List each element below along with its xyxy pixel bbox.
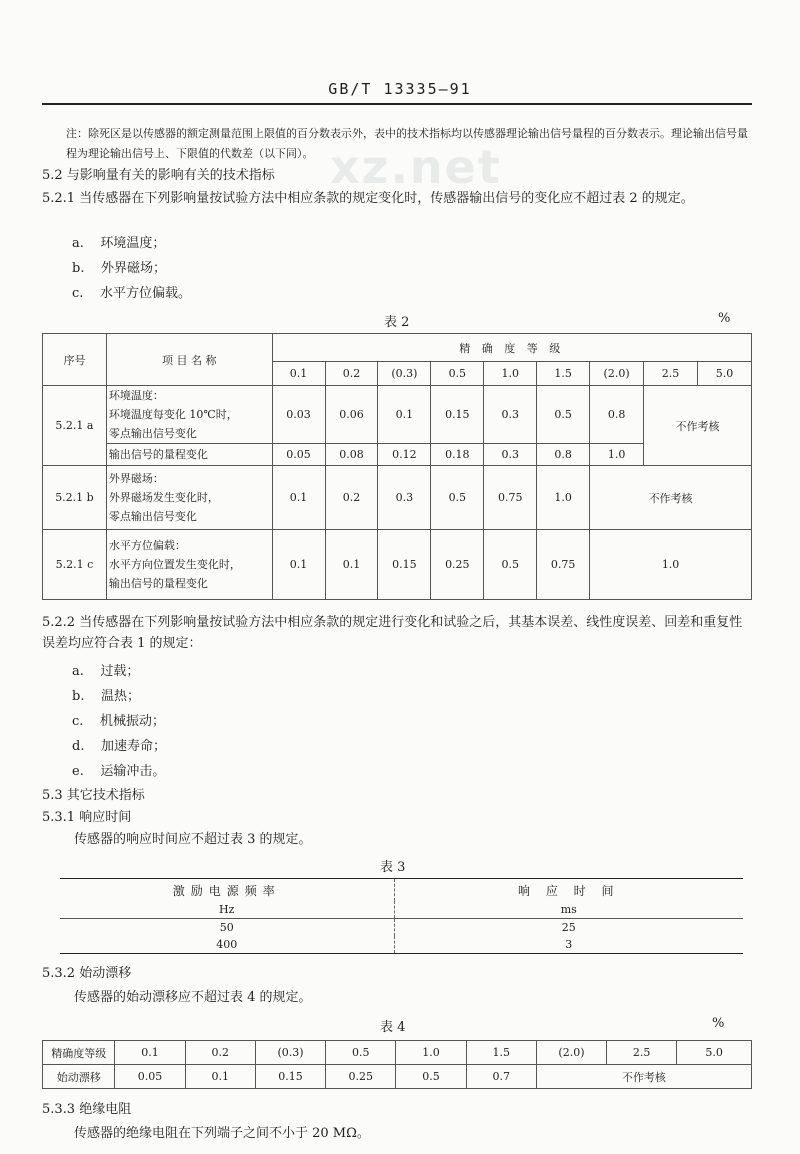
table-row — [43, 1041, 752, 1065]
cell-value: 0.5 — [537, 386, 590, 444]
section-5-3-3-heading: 5.3.3 绝缘电阻 — [42, 1102, 132, 1117]
list-item — [72, 737, 166, 757]
table-row — [60, 919, 743, 937]
class-header: 2.5 — [644, 362, 698, 386]
list-text: 机械振动； — [99, 714, 165, 729]
row-item-line: 外界磁场： — [108, 472, 164, 485]
cell-value: 0.15 — [431, 386, 484, 444]
list-item — [72, 712, 165, 732]
cell-value: 0.3 — [484, 386, 537, 444]
class-header: (2.0) — [536, 1041, 606, 1065]
section-5-3-heading: 5.3 其它技术指标 — [42, 788, 145, 803]
class-header: (0.3) — [255, 1041, 325, 1065]
cell-response-time: 3 — [565, 938, 573, 951]
table3 — [60, 878, 743, 954]
list-item — [72, 687, 140, 707]
row-item — [106, 530, 272, 600]
row-item — [106, 466, 272, 530]
section-5-2-2-text: 5.2.2 当传感器在下列影响量按试验方法中相应条款的规定进行变化和试验之后，其基本误差、线性度误差、回差和重复性误差均应符合表 1 的规定： — [42, 615, 743, 651]
class-header: 1.0 — [484, 362, 537, 386]
section-5-2-1-text: 5.2.1 当传感器在下列影响量按试验方法中相应条款的规定变化时，传感器输出信号的变化应不超过表 2 的规定。 — [42, 191, 694, 206]
cell-value: 0.1 — [272, 466, 325, 530]
class-header: 0.2 — [325, 362, 378, 386]
list-mark: e. — [72, 764, 84, 779]
class-header: 0.2 — [185, 1041, 255, 1065]
list-mark: c. — [72, 286, 84, 301]
row-item — [106, 386, 272, 444]
row-item-line: 零点输出信号变化 — [108, 510, 197, 523]
table4-caption: 表 4 — [380, 1020, 406, 1035]
class-header: (0.3) — [378, 362, 431, 386]
col-header-frequency: 激励电源频率 — [60, 879, 394, 902]
cell-value: 0.05 — [115, 1065, 185, 1089]
class-header: (2.0) — [590, 362, 644, 386]
table4-unit: % — [712, 1016, 725, 1031]
cell-value: 0.25 — [431, 530, 484, 600]
cell-value: 0.8 — [590, 386, 644, 444]
list-text: 运输冲击。 — [100, 764, 166, 779]
cell-value: 0.15 — [378, 530, 431, 600]
class-header: 0.1 — [272, 362, 325, 386]
table-row — [43, 466, 752, 530]
cell-value: 0.03 — [272, 386, 325, 444]
cell-value: 0.12 — [378, 444, 431, 466]
table4 — [42, 1040, 752, 1089]
col-header-item: 项 目 名 称 — [106, 334, 272, 386]
row-item-line: 输出信号的量程变化 — [106, 444, 272, 466]
list-mark: a. — [72, 236, 84, 251]
cell-value: 1.0 — [537, 466, 590, 530]
cell-value: 0.2 — [325, 466, 378, 530]
cell-value: 0.15 — [255, 1065, 325, 1089]
table2-unit: % — [718, 311, 731, 326]
cell-value: 0.3 — [484, 444, 537, 466]
list-mark: a. — [72, 664, 84, 679]
cell-value: 0.5 — [396, 1065, 466, 1089]
list-item — [72, 662, 139, 682]
list-text: 温热； — [101, 689, 141, 704]
table2-caption: 表 2 — [384, 315, 410, 330]
cell-value: 0.08 — [325, 444, 378, 466]
list-mark: d. — [72, 739, 85, 754]
class-header: 0.5 — [326, 1041, 396, 1065]
col-unit-response: ms — [560, 903, 577, 916]
section-5-2-heading: 5.2 与影响量有关的影响有关的技术指标 — [42, 168, 275, 183]
cell-value: 0.5 — [484, 530, 537, 600]
list-text: 环境温度； — [100, 236, 166, 251]
cell-frequency: 400 — [60, 936, 394, 954]
cell-value: 0.75 — [484, 466, 537, 530]
col-header-accuracy: 精 确 度 等 级 — [272, 334, 751, 362]
section-5-3-1-heading: 5.3.1 响应时间 — [42, 810, 132, 825]
section-5-3-2-text: 传感器的始动漂移应不超过表 4 的规定。 — [74, 990, 312, 1005]
cell-value: 0.5 — [431, 466, 484, 530]
col-header-response: 响 应 时 间 — [518, 883, 620, 898]
list-mark: b. — [72, 689, 85, 704]
cell-not-assessed: 不作考核 — [590, 466, 752, 530]
table-row — [43, 386, 752, 444]
list-item — [72, 284, 191, 304]
table-row — [43, 530, 752, 600]
row-seq: 5.2.1 b — [43, 466, 107, 530]
table-row — [43, 1065, 752, 1089]
section-5-3-3-text: 传感器的绝缘电阻在下列端子之间不小于 20 MΩ。 — [74, 1126, 370, 1141]
cell-value: 0.25 — [326, 1065, 396, 1089]
watermark: xz.net — [330, 140, 502, 194]
cell-value: 0.1 — [272, 530, 325, 600]
class-header: 5.0 — [697, 362, 751, 386]
list-text: 水平方位偏载。 — [99, 286, 191, 301]
row-item-line: 环境温度： — [108, 389, 164, 402]
cell-value: 0.8 — [537, 444, 590, 466]
list-text: 外界磁场； — [101, 261, 167, 276]
row-label: 精确度等级 — [43, 1041, 115, 1065]
header-rule — [42, 103, 752, 105]
class-header: 1.5 — [466, 1041, 536, 1065]
section-5-3-1-text: 传感器的响应时间应不超过表 3 的规定。 — [74, 832, 312, 847]
row-item-line: 零点输出信号变化 — [108, 427, 197, 440]
class-header: 1.5 — [537, 362, 590, 386]
list-item — [72, 259, 166, 279]
row-label: 始动漂移 — [43, 1065, 115, 1089]
list-item — [72, 234, 165, 254]
cell-not-assessed: 不作考核 — [536, 1065, 751, 1089]
cell-frequency: 50 — [60, 919, 394, 937]
cell-response-time: 25 — [394, 919, 743, 937]
cell-value: 0.7 — [466, 1065, 536, 1089]
cell-value: 0.18 — [431, 444, 484, 466]
cell-not-assessed: 不作考核 — [644, 386, 752, 466]
class-header: 0.1 — [115, 1041, 185, 1065]
row-item-line: 水平方位偏载： — [108, 539, 186, 552]
row-seq: 5.2.1 c — [43, 530, 107, 600]
list-mark: b. — [72, 261, 85, 276]
class-header: 5.0 — [677, 1041, 752, 1065]
col-unit-frequency: Hz — [60, 901, 394, 919]
table3-caption: 表 3 — [380, 860, 406, 875]
cell-value: 0.06 — [325, 386, 378, 444]
cell-merged-value: 1.0 — [590, 530, 752, 600]
row-item-line: 环境温度每变化 10℃时， — [108, 408, 238, 421]
list-text: 加速寿命； — [101, 739, 167, 754]
cell-value: 0.1 — [325, 530, 378, 600]
page-header-code: GB/T 13335—91 — [328, 80, 472, 98]
section-5-3-2-heading: 5.3.2 始动漂移 — [42, 966, 132, 981]
table2 — [42, 333, 752, 600]
cell-value: 0.1 — [378, 386, 431, 444]
cell-value: 0.05 — [272, 444, 325, 466]
row-seq: 5.2.1 a — [43, 386, 107, 466]
cell-value: 0.75 — [537, 530, 590, 600]
cell-value: 0.3 — [378, 466, 431, 530]
row-item-line: 输出信号的量程变化 — [108, 577, 208, 590]
class-header: 1.0 — [396, 1041, 466, 1065]
row-item-line: 外界磁场发生变化时， — [108, 491, 219, 504]
list-text: 过载； — [100, 664, 140, 679]
list-item — [72, 762, 165, 782]
row-item-line: 水平方向位置发生变化时， — [108, 558, 241, 571]
cell-value: 0.1 — [185, 1065, 255, 1089]
class-header: 0.5 — [431, 362, 484, 386]
cell-value: 1.0 — [590, 444, 644, 466]
note-text: 注：除死区是以传感器的额定测量范围上限值的百分数表示外，表中的技术指标均以传感器理论输出信号量程的百分数表示。理论输出信号量程为理论输出信号上、下限值的代数差（以下同）。 — [66, 127, 748, 160]
col-header-seq: 序号 — [43, 334, 107, 386]
table-row — [60, 936, 743, 954]
list-mark: c. — [72, 714, 84, 729]
class-header: 2.5 — [607, 1041, 677, 1065]
